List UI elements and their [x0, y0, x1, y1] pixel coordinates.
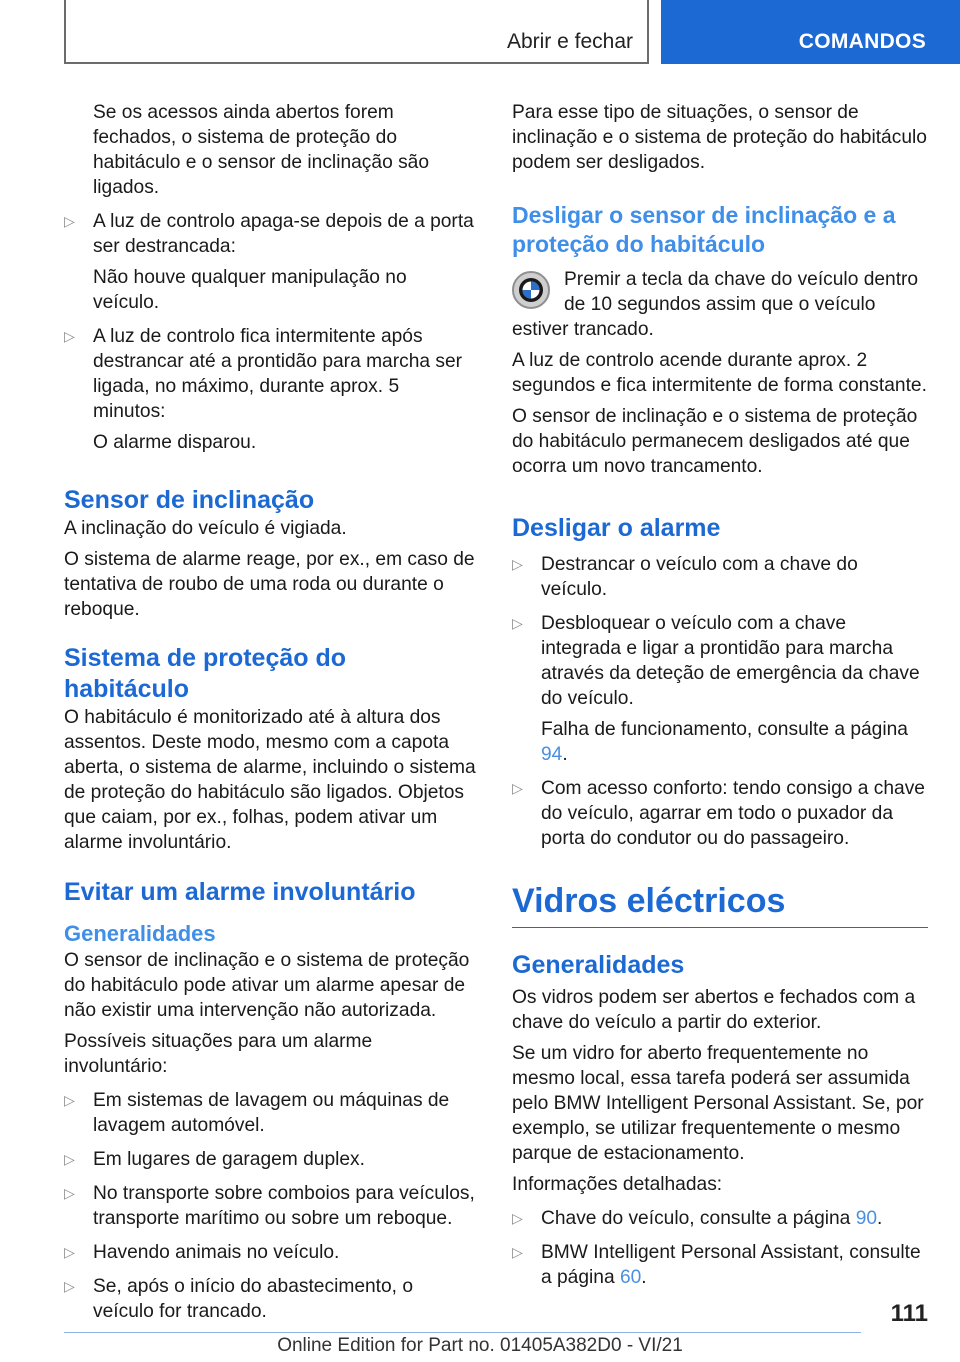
list-item	[64, 1147, 476, 1172]
list-item	[64, 1274, 476, 1324]
cross-ref-text: Chave do veículo, consulte a página	[541, 1208, 856, 1229]
header-chapter-title: COMANDOS	[798, 30, 926, 53]
bullet-triangle-icon: ▷	[64, 1151, 75, 1167]
left-column	[64, 100, 476, 1324]
paragraph: O habitáculo é monitorizado até à altura dos assentos. Deste modo, mesmo com a capota aberta, o sistema de alarme, incluindo o sistema de proteção do habitáculo são ligados. Objetos que caiam, por ex., folhas, podem ativar um alarme involuntário.	[64, 707, 476, 853]
header-chapter-tab	[661, 0, 960, 64]
bullet-triangle-icon: ▷	[512, 1244, 523, 1260]
paragraph	[512, 717, 928, 767]
paragraph: O sistema de alarme reage, por ex., em caso de tentativa de roubo de uma roda ou durante o reboque.	[64, 549, 475, 620]
header-section-box	[64, 0, 649, 64]
paragraph: Para esse tipo de situações, o sensor de inclinação e o sistema de proteção do habitáculo podem ser desligados.	[512, 102, 927, 173]
list-item	[64, 1088, 476, 1138]
list-item-text: No transporte sobre comboios para veículos, transporte marítimo ou sobre um reboque.	[93, 1183, 475, 1229]
paragraph: Os vidros podem ser abertos e fechados com a chave do veículo a partir do exterior.	[512, 987, 916, 1033]
bullet-triangle-icon: ▷	[64, 1185, 75, 1201]
list-item	[64, 209, 476, 259]
paragraph: O alarme disparou.	[93, 432, 257, 453]
paragraph: Possíveis situações para um alarme involuntário:	[64, 1031, 373, 1077]
cross-ref-text: Falha de funcionamento, consulte a página	[541, 719, 908, 740]
paragraph: A luz de controlo acende durante aprox. 2 segundos e fica intermitente de forma constante.	[512, 350, 927, 396]
paragraph: Informações detalhadas:	[512, 1174, 723, 1195]
list-item-text: Com acesso conforto: tendo consigo a chave do veículo, agarrar em todo o puxador da porta do condutor ou do passageiro.	[541, 778, 925, 849]
list-item	[64, 324, 476, 424]
list-item	[64, 1181, 476, 1231]
bullet-triangle-icon: ▷	[64, 213, 75, 229]
heading-desligar-alarme: Desligar o alarme	[512, 514, 721, 542]
bullet-triangle-icon: ▷	[512, 556, 523, 572]
list-item-text: Havendo animais no veículo.	[93, 1242, 340, 1263]
cross-ref-text: BMW Intelligent Personal Assistant, consulte a página	[541, 1242, 921, 1288]
list-item-text	[541, 1240, 928, 1290]
key-instruction	[512, 267, 928, 342]
list-item-text: A luz de controlo fica intermitente após destrancar até a prontidão para marcha ser ligada, no máximo, durante aprox. 5 minutos:	[93, 326, 463, 422]
bullet-triangle-icon: ▷	[512, 615, 523, 631]
list-item	[512, 552, 928, 602]
heading-vidros-block	[512, 879, 928, 928]
page-number: 111	[890, 1300, 928, 1327]
bullet-triangle-icon: ▷	[512, 1210, 523, 1226]
bullet-triangle-icon: ▷	[64, 1092, 75, 1108]
bmw-key-button-icon	[512, 271, 550, 309]
paragraph: Se um vidro for aberto frequentemente no mesmo local, essa tarefa poderá ser assumida pelo BMW Intelligent Personal Assistant. Se, por exemplo, se utilizar frequentemente o mesmo parque de estacionamento.	[512, 1043, 924, 1164]
list-item-text: Em sistemas de lavagem ou máquinas de lavagem automóvel.	[93, 1090, 450, 1136]
list-item-text: Desbloquear o veículo com a chave integrada e ligar a prontidão para marcha através da deteção de emergência da chave do veículo.	[541, 613, 920, 709]
footer-divider	[64, 1332, 861, 1333]
list-item-text	[541, 1206, 928, 1231]
page-link-90[interactable]: 90	[855, 1208, 878, 1229]
paragraph: Se os acessos ainda abertos forem fechados, o sistema de proteção do habitáculo e o sensor de inclinação são ligados.	[93, 102, 430, 198]
bullet-triangle-icon: ▷	[64, 1244, 75, 1260]
list-item	[512, 1206, 928, 1231]
heading-sensor-inclinacao: Sensor de inclinação	[64, 486, 315, 514]
header-section-title: Abrir e fechar	[506, 30, 633, 53]
list-item-text: Destrancar o veículo com a chave do veículo.	[541, 554, 858, 600]
heading-generalidades: Generalidades	[512, 951, 685, 979]
paragraph: A inclinação do veículo é vigiada.	[64, 518, 347, 539]
bullet-triangle-icon: ▷	[64, 1278, 75, 1294]
right-column	[512, 100, 928, 1290]
paragraph: Não houve qualquer manipulação no veículo.	[93, 267, 407, 313]
page-link-60[interactable]: 60	[619, 1267, 642, 1288]
list-item-text: A luz de controlo apaga-se depois de a porta ser destrancada:	[93, 211, 474, 257]
list-item-text: Em lugares de garagem duplex.	[93, 1149, 365, 1170]
bullet-triangle-icon: ▷	[64, 328, 75, 344]
list-item	[512, 611, 928, 711]
list-item	[512, 776, 928, 851]
cross-ref-end: .	[641, 1267, 647, 1288]
list-item-text: Se, após o início do abastecimento, o veículo for trancado.	[93, 1276, 413, 1322]
subheading-generalidades: Generalidades	[64, 921, 216, 946]
cross-ref-end: .	[877, 1208, 883, 1229]
heading-sistema-protecao: Sistema de proteção do habitáculo	[64, 644, 347, 703]
footer-edition: Online Edition for Part no. 01405A382D0 - VI/21	[277, 1335, 683, 1356]
list-item	[64, 1240, 476, 1265]
bullet-triangle-icon: ▷	[512, 780, 523, 796]
page-link-94[interactable]: 94	[541, 744, 563, 765]
heading-desligar-sensor: Desligar o sensor de inclinação e a proteção do habitáculo	[512, 202, 896, 257]
heading-vidros-electricos: Vidros eléctricos	[512, 882, 786, 920]
list-item	[512, 1240, 928, 1290]
key-instruction-text: Premir a tecla da chave do veículo dentro de 10 segundos assim que o veículo estiver trancado.	[512, 269, 919, 340]
heading-evitar-alarme: Evitar um alarme involuntário	[64, 878, 416, 906]
paragraph: O sensor de inclinação e o sistema de proteção do habitáculo pode ativar um alarme apesar de não existir uma intervenção não autorizada.	[64, 950, 470, 1021]
cross-ref-end: .	[562, 744, 568, 765]
paragraph: O sensor de inclinação e o sistema de proteção do habitáculo permanecem desligados até que ocorra um novo trancamento.	[512, 406, 918, 477]
